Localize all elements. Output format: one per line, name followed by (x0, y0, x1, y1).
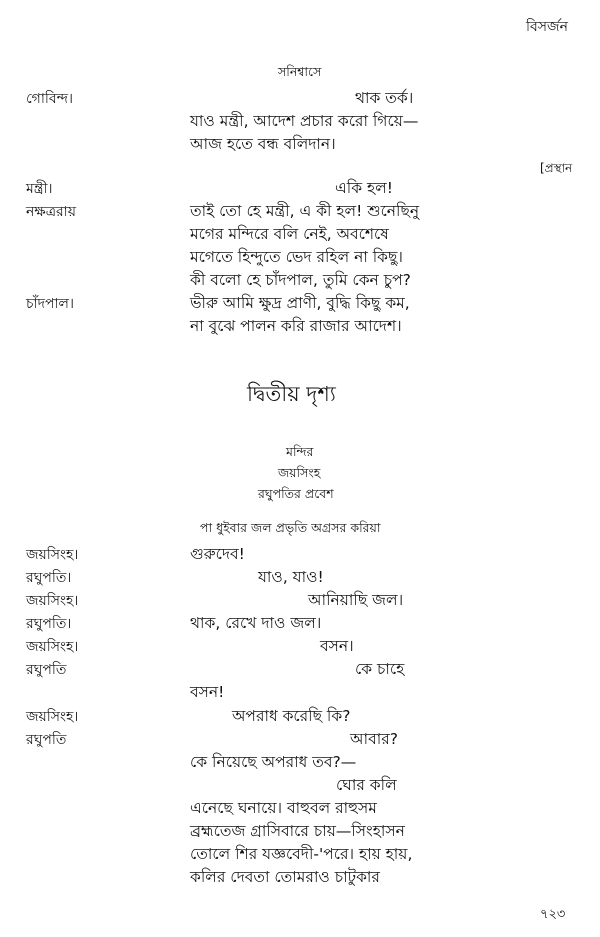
stage-direction-entrance: রঘুপতির প্রবেশ (258, 486, 334, 501)
dialogue-line: ব্রহ্মতেজ গ্রাসিবারে চায়—সিংহাসন (190, 822, 405, 840)
speaker-govinda: গোবিন্দ। (26, 91, 73, 107)
dialogue-line: না বুঝে পালন করি রাজার আদেশ। (190, 317, 402, 335)
dialogue-line: অপরাধ করেছি কি? (232, 707, 351, 725)
speaker-mantri: মন্ত্রী। (26, 181, 53, 197)
dialogue-line: আবার? (350, 730, 398, 748)
dialogue-line: থাক তর্ক। (355, 89, 414, 107)
dialogue-line: গুরুদেব! (190, 545, 245, 563)
speaker-raghupati: রঘুপতি (26, 662, 67, 678)
stage-direction-action: পা ধুইবার জল প্রভৃতি অগ্রসর করিয়া (200, 520, 381, 535)
speaker-jaysingh: জয়সিংহ। (26, 709, 79, 725)
dialogue-line: থাক, রেখে দাও জল। (190, 614, 322, 632)
dialogue-line: কে নিয়েছে অপরাধ তব?— (190, 753, 357, 771)
speaker-jaysingh: জয়সিংহ। (26, 593, 79, 609)
page-number: ৭২৩ (540, 907, 566, 922)
dialogue-line: যাও, যাও! (258, 568, 324, 586)
stage-direction-sighing: সনিশ্বাসে (278, 64, 322, 79)
dialogue-line: তোলে শির যজ্ঞবেদী-'পরে। হায় হায়, (190, 845, 413, 863)
dialogue-line: যাও মন্ত্রী, আদেশ প্রচার করো গিয়ে— (190, 112, 419, 130)
dialogue-line: ভীরু আমি ক্ষুদ্র প্রাণী, বুদ্ধি কিছু কম, (190, 294, 410, 312)
stage-direction-place: মন্দির (286, 444, 314, 459)
dialogue-line: আজ হতে বন্ধ বলিদান। (190, 135, 336, 153)
speaker-nakshatraray: নক্ষত্ররায় (26, 204, 76, 220)
speaker-jaysingh: জয়সিংহ। (26, 547, 79, 563)
speaker-raghupati: রঘুপতি। (26, 570, 72, 586)
dialogue-line: তাই তো হে মন্ত্রী, এ কী হল! শুনেছিনু (190, 202, 420, 220)
dialogue-line: এনেছে ঘনায়ে। বাহুবল রাহুসম (190, 799, 377, 817)
stage-direction-character: জয়সিংহ (278, 465, 321, 480)
speaker-raghupati: রঘুপতি। (26, 616, 72, 632)
dialogue-line: ঘোর কলি (336, 776, 397, 794)
speaker-jaysingh: জয়সিংহ। (26, 639, 79, 655)
dialogue-line: মগের মন্দিরে বলি নেই, অবশেষে (190, 225, 389, 243)
dialogue-line: একি হল! (335, 179, 393, 197)
stage-direction-exit: [প্রস্থান (540, 161, 573, 175)
speaker-raghupati: রঘুপতি (26, 732, 67, 748)
speaker-chandpal: চাঁদপাল। (26, 296, 74, 312)
dialogue-line: কলির দেবতা তোমরাও চাটুকার (190, 868, 380, 886)
dialogue-line: মগেতে হিন্দুতে ভেদ রহিল না কিছু। (190, 248, 403, 266)
dialogue-line: কী বলো হে চাঁদপাল, তুমি কেন চুপ? (190, 271, 411, 289)
dialogue-line: কে চাহে (355, 660, 405, 678)
scene-title: দ্বিতীয় দৃশ্য (247, 382, 336, 406)
dialogue-line: বসন! (190, 683, 225, 701)
running-header: বিসর্জন (526, 19, 568, 35)
dialogue-line: আনিয়াছি জল। (308, 591, 404, 609)
dialogue-line: বসন। (320, 637, 354, 655)
